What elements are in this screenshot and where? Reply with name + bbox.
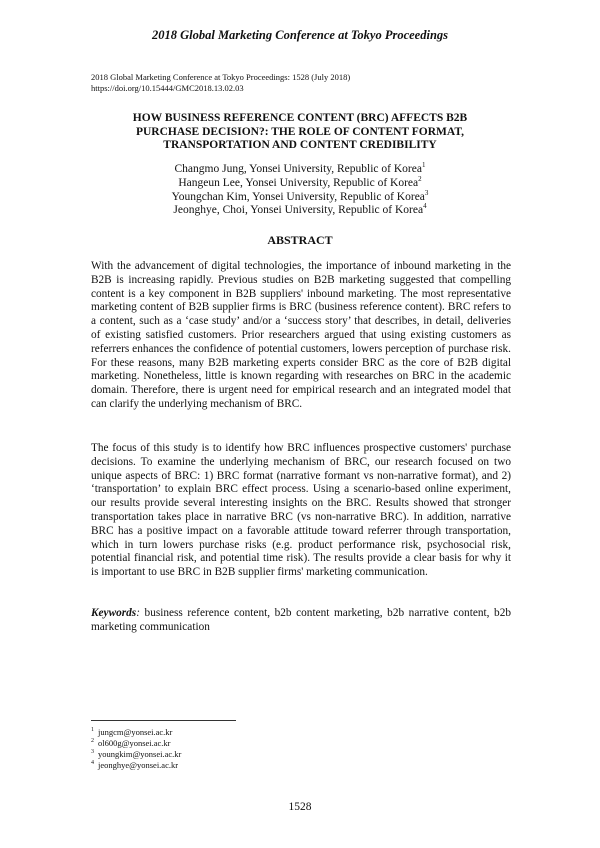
footnote-number: 4 (91, 760, 94, 766)
page-number: 1528 (288, 801, 312, 813)
author-name: Jeonghye, Choi, Yonsei University, Republic of Korea (173, 204, 424, 217)
footnote-marker[interactable]: 2 (418, 174, 422, 183)
footnotes (91, 727, 391, 771)
footnote-marker[interactable]: 3 (424, 188, 429, 197)
abstract-paragraph: The focus of this study is to identify how BRC influences prospective customers' purchase decisions. To examine the underlying mechanism of BRC, our research focused on two unique aspects of BRC: 1) BRC format (narrative formant vs non-narrative format), and 2) ‘transportation’ to explain BRC effect process. Using a scenario-based online experiment, our results provide several interesting insights on the BRC. Results showed that stronger transportation takes place in narrative BRC (vs non-narrative BRC). In addition, narrative BRC has a positive impact on a favorable attitude toward referrer through transportation, which in turn lowers purchase risks (e.g. product performance risk, psychosocial risk, potential financial risk, and potential time risk). The results provide a clear basis for why it is important to use BRC in B2B supplier firms' marketing communication. (91, 442, 511, 579)
footnote (91, 749, 391, 760)
footnote-number: 3 (91, 749, 94, 755)
footnote-number: 2 (91, 738, 94, 744)
author-name: Youngchan Kim, Yonsei University, Republic of Korea (171, 190, 425, 203)
citation-block (91, 72, 511, 94)
author-line (100, 204, 500, 218)
abstract-heading: ABSTRACT (267, 233, 333, 247)
title-line: PURCHASE DECISION?: THE ROLE OF CONTENT FORMAT, (135, 125, 465, 138)
keywords-label-text: Keywords (91, 607, 137, 619)
footnote (91, 738, 391, 749)
running-head: 2018 Global Marketing Conference at Tokyo Proceedings (151, 28, 449, 42)
keywords-text: business reference content, b2b content marketing, b2b narrative content, b2b marketing communication (91, 607, 511, 633)
doi-link[interactable]: https://doi.org/10.15444/GMC2018.13.02.03 (91, 83, 244, 93)
author-list (100, 163, 500, 218)
footnote-number: 1 (91, 727, 94, 733)
footnote-marker[interactable]: 1 (421, 161, 426, 169)
footnote-email[interactable]: jungcm@yonsei.ac.kr (98, 727, 173, 737)
author-line (100, 174, 500, 191)
keywords-separator: : (136, 607, 140, 619)
author-name: Hangeun Lee, Yonsei University, Republic of Korea (178, 176, 419, 189)
footnote-email[interactable]: jeonghye@yonsei.ac.kr (98, 760, 179, 770)
footnote (91, 727, 391, 738)
keywords (91, 606, 511, 634)
title-line: HOW BUSINESS REFERENCE CONTENT (BRC) AFFECTS B2B (132, 112, 468, 124)
abstract-paragraph: With the advancement of digital technologies, the importance of inbound marketing in the B2B is increasing rapidly. Previous studies on B2B marketing suggested that compelling content is a key component in B2B suppliers' inbound marketing. The most representative marketing content of B2B supplier firms is BRC (business reference content). BRC refers to a content, such as a ‘case study’ and/or a ‘success story’ that describes, in detail, deliveries of existing satisfied customers. Prior researchers argued that using existing customers as referrers enhances the confidence of potential customers, lowers perception of purchase risk. For these reasons, many B2B marketing experts consider BRC as the core of B2B digital marketing. Nonetheless, little is known regarding with researches on BRC in the academic domain. Therefore, there is urgent need for empirical research and an integrated model that can clarify the underlying mechanism of BRC. (91, 260, 511, 410)
footnote-divider (91, 720, 236, 721)
footnote-email[interactable]: ol600g@yonsei.ac.kr (98, 738, 171, 748)
author-line (100, 163, 500, 177)
author-name: Changmo Jung, Yonsei University, Republic of Korea (174, 163, 422, 175)
keywords-label (91, 607, 140, 619)
footnote (91, 760, 391, 771)
footnote-email[interactable]: youngkim@yonsei.ac.kr (98, 749, 182, 759)
title-line: TRANSPORTATION AND CONTENT CREDIBILITY (163, 139, 437, 151)
footnote-marker[interactable]: 4 (423, 202, 427, 211)
paper-title (100, 112, 500, 153)
citation-line: 2018 Global Marketing Conference at Tokyo Proceedings: 1528 (July 2018) (91, 72, 351, 82)
author-line (100, 188, 500, 205)
